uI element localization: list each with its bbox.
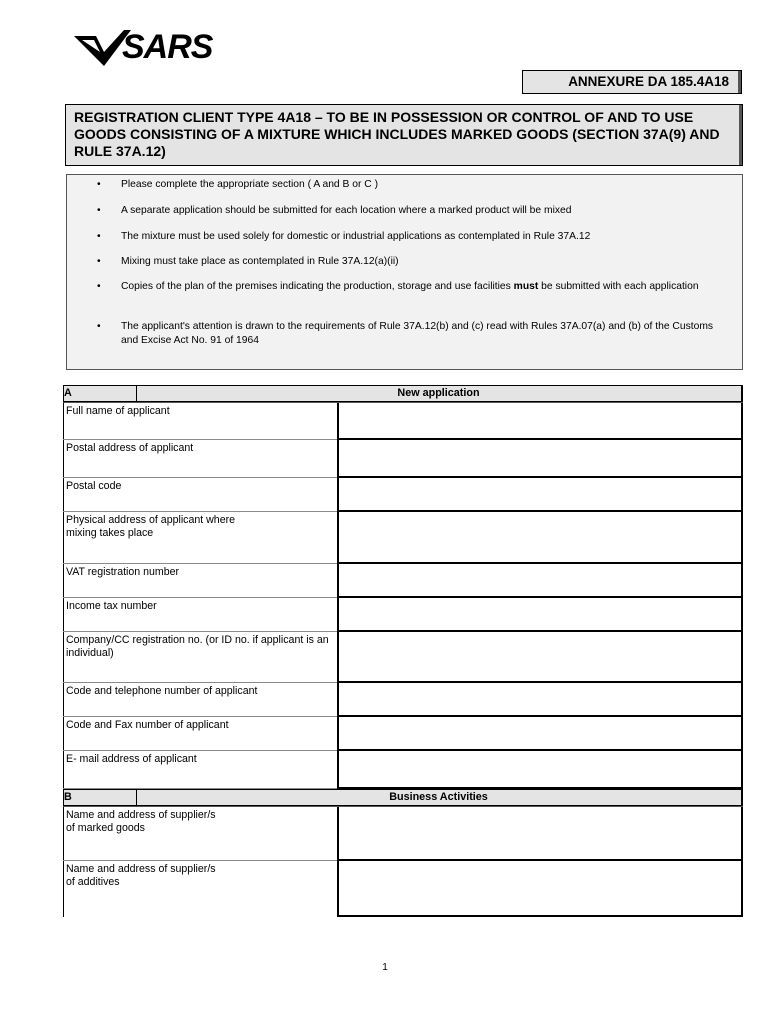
instructions-box bbox=[66, 174, 743, 370]
row-left-border bbox=[63, 751, 64, 789]
row-left-border bbox=[63, 632, 64, 683]
field-input[interactable] bbox=[337, 751, 743, 789]
field-label: Code and Fax number of applicant bbox=[66, 719, 229, 731]
section-title: New application bbox=[397, 387, 480, 399]
sars-logo bbox=[74, 30, 244, 72]
annexure-label: ANNEXURE DA 185.4A18 bbox=[522, 70, 742, 94]
section-b-header bbox=[63, 789, 743, 806]
field-input[interactable] bbox=[337, 683, 743, 717]
form-row bbox=[63, 683, 743, 717]
form-row bbox=[63, 861, 743, 917]
field-input[interactable] bbox=[337, 717, 743, 751]
field-input[interactable] bbox=[337, 632, 743, 683]
field-label: VAT registration number bbox=[66, 566, 180, 578]
row-left-border bbox=[63, 564, 64, 598]
field-label: Code and telephone number of applicant bbox=[66, 685, 258, 697]
form-row bbox=[63, 632, 743, 683]
bullet-point: • bbox=[97, 281, 101, 292]
instruction-text bbox=[121, 280, 717, 294]
field-input[interactable] bbox=[337, 807, 743, 861]
form-row bbox=[63, 403, 743, 440]
field-input[interactable] bbox=[337, 861, 743, 917]
bullet-point: • bbox=[97, 321, 101, 332]
form-title: REGISTRATION CLIENT TYPE 4A18 – TO BE IN POSSESSION OR CONTROL OF AND TO USE GOODS CONSISTING OF A MIXTURE WHICH INCLUDES MARKED GOODS (SECTION 37A(9) AND RULE 37A.12) bbox=[65, 104, 743, 166]
field-input[interactable] bbox=[337, 478, 743, 512]
field-input[interactable] bbox=[337, 512, 743, 564]
field-label: Name and address of supplier/s of additives bbox=[66, 863, 216, 888]
page-number: 1 bbox=[382, 962, 388, 973]
field-input[interactable] bbox=[337, 403, 743, 440]
section-a-header bbox=[63, 385, 743, 402]
instruction-item bbox=[97, 204, 717, 218]
form-row bbox=[63, 598, 743, 632]
row-left-border bbox=[63, 807, 64, 861]
form-row bbox=[63, 807, 743, 861]
section-title: Business Activities bbox=[389, 791, 488, 803]
instruction-text: A separate application should be submitted for each location where a marked product will be mixed bbox=[121, 205, 572, 216]
form-row bbox=[63, 512, 743, 564]
row-left-border bbox=[63, 598, 64, 632]
field-label: Full name of applicant bbox=[66, 405, 170, 417]
field-label: Postal code bbox=[66, 480, 122, 492]
section-code: A bbox=[64, 386, 137, 401]
instruction-text-part: be submitted with each application bbox=[538, 281, 699, 292]
field-label: Name and address of supplier/s of marked goods bbox=[66, 809, 216, 834]
instruction-item bbox=[97, 280, 717, 294]
instruction-text-part: Copies of the plan of the premises indicating the production, storage and use facilities bbox=[121, 281, 514, 292]
sars-logo-text: SARS bbox=[122, 28, 213, 66]
field-label: Physical address of applicant where mixing takes place bbox=[66, 514, 236, 539]
row-left-border bbox=[63, 403, 64, 440]
form-row bbox=[63, 478, 743, 512]
form-row bbox=[63, 440, 743, 478]
section-code: B bbox=[64, 790, 137, 805]
form-row bbox=[63, 751, 743, 789]
row-left-border bbox=[63, 440, 64, 478]
instruction-item bbox=[97, 320, 717, 347]
bullet-point: • bbox=[97, 179, 101, 190]
row-left-border bbox=[63, 683, 64, 717]
row-left-border bbox=[63, 478, 64, 512]
field-input[interactable] bbox=[337, 598, 743, 632]
instruction-emphasis: must bbox=[513, 281, 539, 292]
instruction-text: Please complete the appropriate section ( A and B or C ) bbox=[121, 179, 378, 190]
bullet-point: • bbox=[97, 205, 101, 216]
field-label: Income tax number bbox=[66, 600, 157, 612]
instruction-text: The applicant's attention is drawn to the requirements of Rule 37A.12(b) and (c) read with Rules 37A.07(a) and (b) of the Customs and Excise Act No. 91 of 1964 bbox=[121, 321, 714, 346]
field-label: Postal address of applicant bbox=[66, 442, 194, 454]
row-left-border bbox=[63, 717, 64, 751]
instruction-text: The mixture must be used solely for domestic or industrial applications as contemplated in Rule 37A.12 bbox=[121, 231, 591, 242]
bullet-point: • bbox=[97, 231, 101, 242]
row-left-border bbox=[63, 861, 64, 917]
bullet-point: • bbox=[97, 256, 101, 267]
instruction-text: Mixing must take place as contemplated in Rule 37A.12(a)(ii) bbox=[121, 256, 399, 267]
instruction-item bbox=[97, 230, 717, 244]
instruction-item bbox=[97, 178, 717, 192]
field-label: E- mail address of applicant bbox=[66, 753, 197, 765]
row-left-border bbox=[63, 512, 64, 564]
field-label: Company/CC registration no. (or ID no. if applicant is an individual) bbox=[66, 634, 329, 659]
field-input[interactable] bbox=[337, 440, 743, 478]
field-input[interactable] bbox=[337, 564, 743, 598]
form-row bbox=[63, 717, 743, 751]
instruction-item bbox=[97, 255, 717, 269]
form-row bbox=[63, 564, 743, 598]
